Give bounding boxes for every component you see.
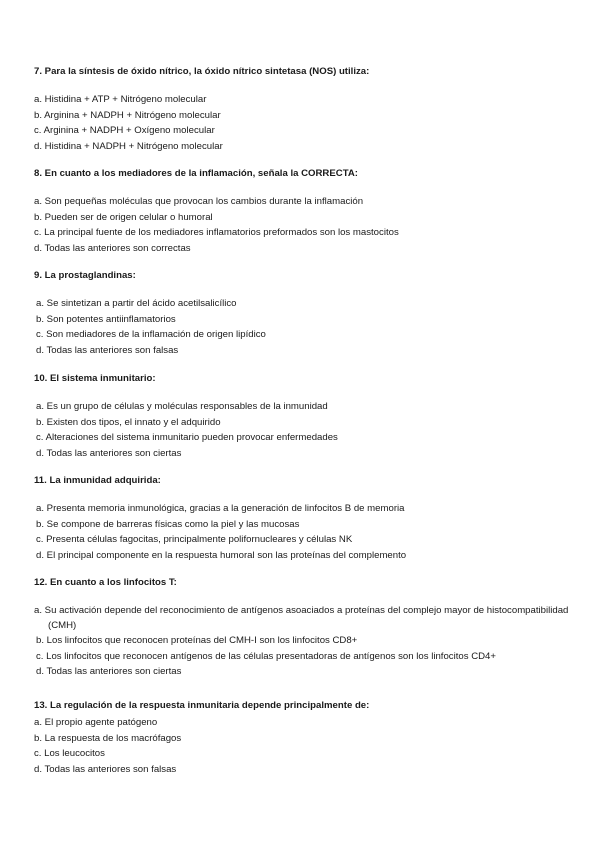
option-b: b. Existen dos tipos, el innato y el adquirido xyxy=(36,416,221,428)
option-list xyxy=(34,501,574,563)
question-7 xyxy=(34,66,574,154)
option-list xyxy=(34,296,574,358)
option-b: b. Pueden ser de origen celular o humoral xyxy=(34,211,213,223)
option-list xyxy=(34,92,574,154)
option-a: a. El propio agente patógeno xyxy=(34,717,158,728)
option-c: c. Presenta células fagocitas, principalmente polifornucleares y células NK xyxy=(36,534,353,545)
option-c: c. Arginina + NADPH + Oxígeno molecular xyxy=(34,125,215,136)
option-a: a. Presenta memoria inmunológica, gracias a la generación de linfocitos B de memoria xyxy=(36,503,405,514)
option-list xyxy=(34,603,574,680)
question-9 xyxy=(34,270,574,358)
question-title: 9. La prostaglandinas: xyxy=(34,270,136,281)
option-d: d. Histidina + NADPH + Nitrógeno molecular xyxy=(34,140,223,152)
option-d: d. Todas las anteriores son correctas xyxy=(34,242,191,254)
option-a: a. Se sintetizan a partir del ácido acetilsalicílico xyxy=(36,298,237,309)
question-8 xyxy=(34,168,574,256)
question-10 xyxy=(34,373,574,461)
option-d: d. Todas las anteriores son falsas xyxy=(34,763,177,775)
option-d: d. Todas las anteriores son ciertas xyxy=(36,447,182,459)
option-c: c. Los linfocitos que reconocen antígenos de las células presentadoras de antígenos son los linfocitos CD4+ xyxy=(36,650,496,662)
option-c: c. Los leucocitos xyxy=(34,748,105,759)
option-c: c. Alteraciones del sistema inmunitario pueden provocar enfermedades xyxy=(36,432,338,443)
option-b: b. La respuesta de los macrófagos xyxy=(34,732,182,744)
option-list xyxy=(34,715,574,777)
option-b: b. Son potentes antiinflamatorios xyxy=(36,313,176,325)
option-list xyxy=(34,399,574,461)
question-title: 11. La inmunidad adquirida: xyxy=(34,475,161,486)
option-b: b. Arginina + NADPH + Nitrógeno molecular xyxy=(34,109,221,121)
option-d: d. Todas las anteriores son ciertas xyxy=(36,666,182,677)
option-c: c. Son mediadores de la inflamación de origen lipídico xyxy=(36,329,266,340)
question-title: 13. La regulación de la respuesta inmunitaria depende principalmente de: xyxy=(34,700,370,711)
question-13 xyxy=(34,700,574,777)
question-12 xyxy=(34,577,574,680)
question-title: 8. En cuanto a los mediadores de la inflamación, señala la CORRECTA: xyxy=(34,168,358,179)
option-a: a. Histidina + ATP + Nitrógeno molecular xyxy=(34,94,207,105)
option-list xyxy=(34,194,574,256)
question-title: 12. En cuanto a los linfocitos T: xyxy=(34,577,177,588)
option-a: a. Su activación depende del reconocimiento de antígenos asoaciados a proteínas del complejo mayor de histocompatibilidad (CMH) xyxy=(34,605,569,631)
option-b: b. Se compone de barreras físicas como la piel y las mucosas xyxy=(36,518,300,530)
option-c: c. La principal fuente de los mediadores inflamatorios preformados son los mastocitos xyxy=(34,227,399,238)
question-title: 10. El sistema inmunitario: xyxy=(34,373,156,384)
question-title: 7. Para la síntesis de óxido nítrico, la óxido nítrico sintetasa (NOS) utiliza: xyxy=(34,66,370,77)
option-d: d. El principal componente en la respuesta humoral son las proteínas del complemento xyxy=(36,549,407,561)
question-11 xyxy=(34,475,574,563)
option-a: a. Es un grupo de células y moléculas responsables de la inmunidad xyxy=(36,401,328,412)
option-b: b. Los linfocitos que reconocen proteínas del CMH-I son los linfocitos CD8+ xyxy=(36,635,358,646)
option-d: d. Todas las anteriores son falsas xyxy=(36,344,179,356)
option-a: a. Son pequeñas moléculas que provocan los cambios durante la inflamación xyxy=(34,196,364,207)
